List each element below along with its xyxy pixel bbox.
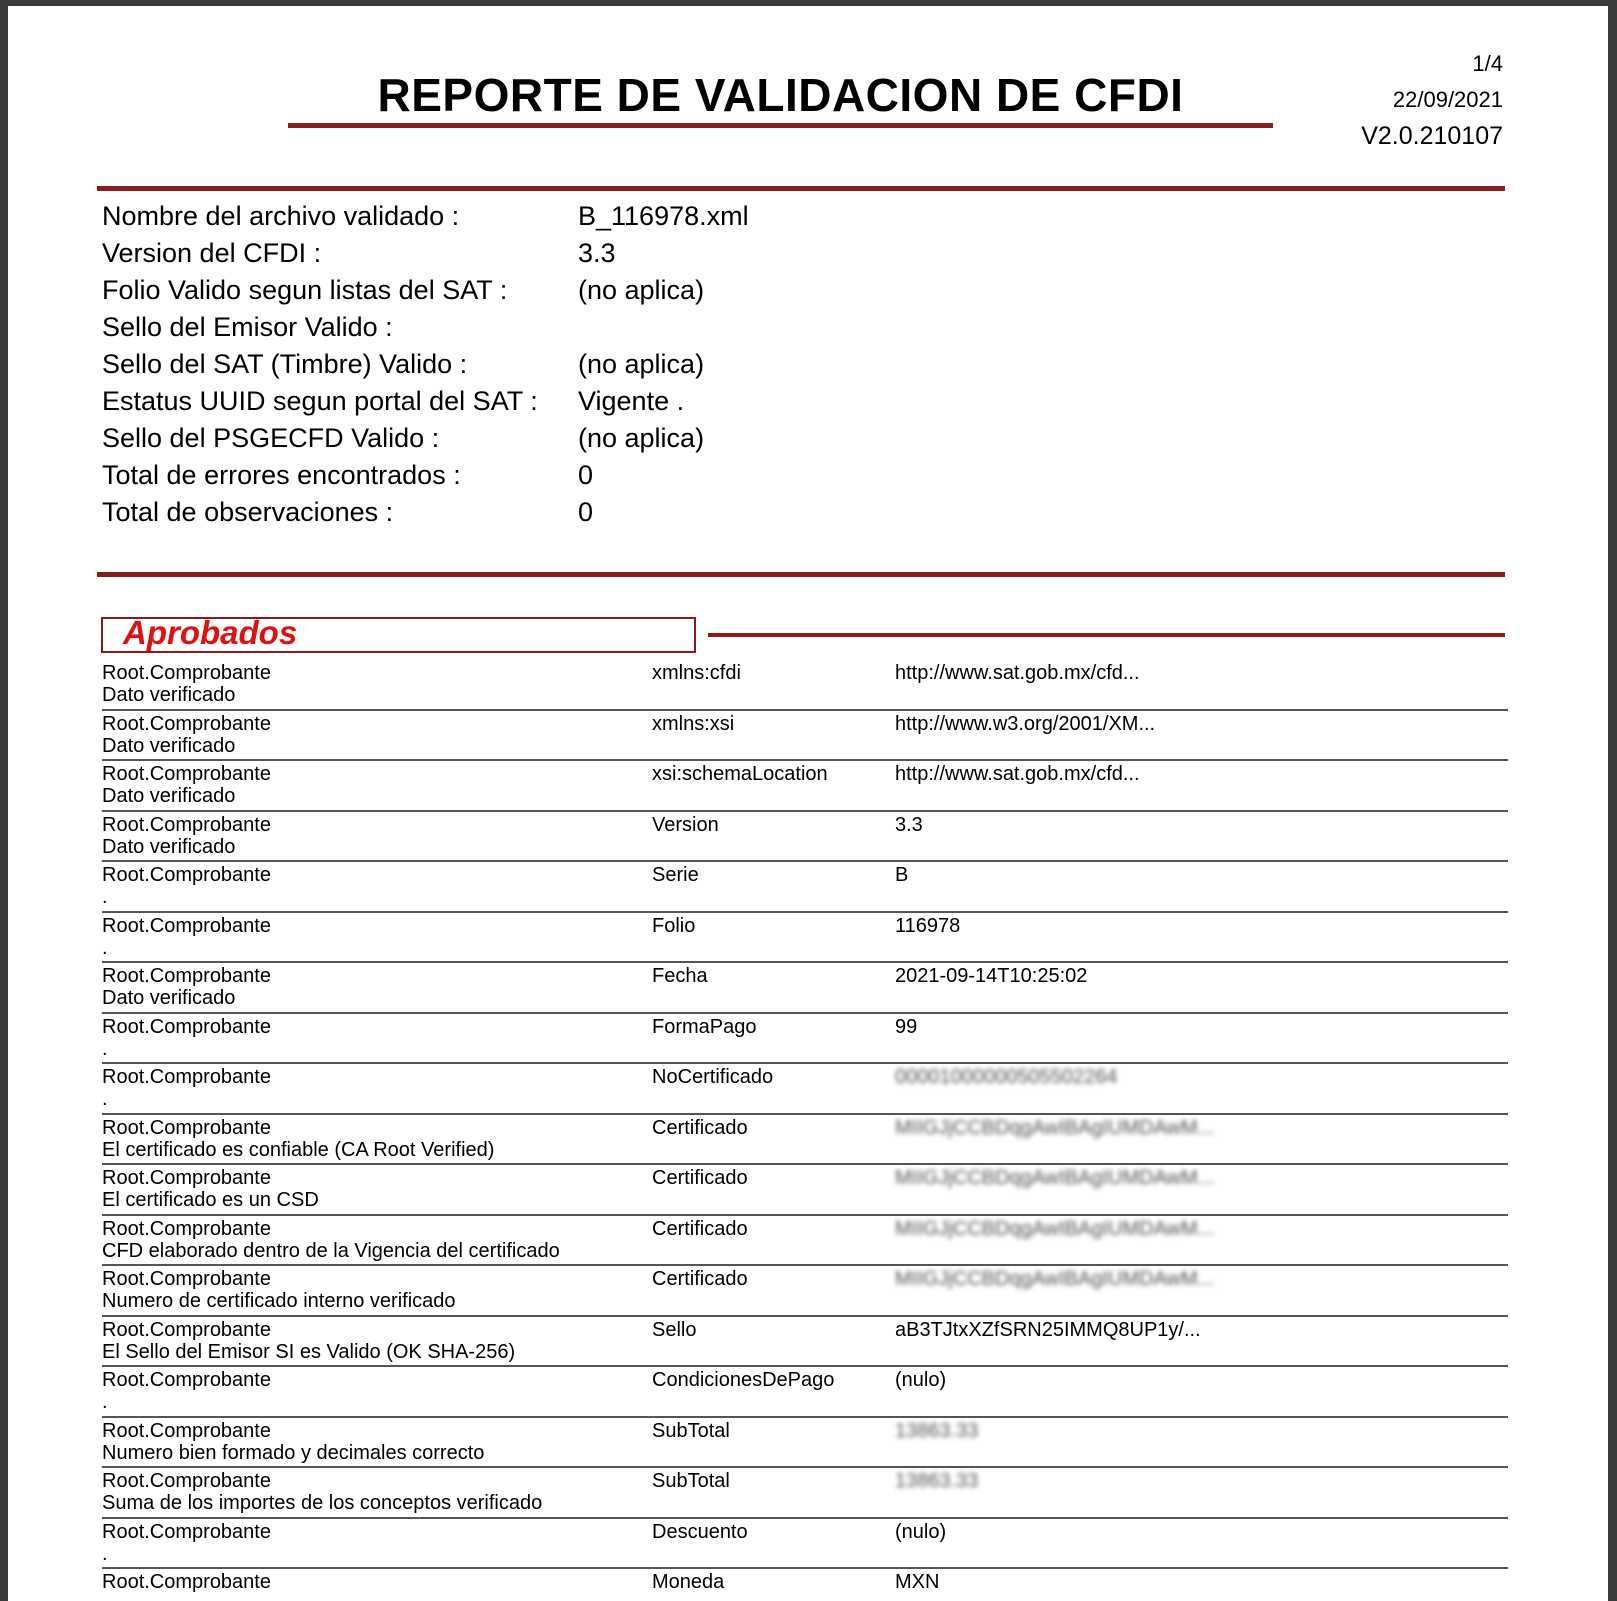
attribute-cell: Serie: [652, 864, 699, 886]
table-row: [102, 862, 1508, 913]
value-cell: MXN: [895, 1571, 940, 1593]
attribute-cell: Certificado: [652, 1116, 748, 1139]
summary-value: 3.3: [578, 238, 616, 268]
table-row: [102, 1317, 1508, 1368]
node-cell: Root.Comprobante: [102, 1470, 271, 1492]
description-cell: Dato verificado: [102, 835, 236, 858]
node-cell: Root.Comprobante: [102, 712, 271, 735]
table-row: [102, 660, 1508, 711]
description-cell: Dato verificado: [102, 734, 236, 757]
summary-block: [102, 198, 749, 531]
table-row: [102, 1064, 1508, 1115]
description-cell: El certificado es un CSD: [102, 1189, 319, 1211]
value-cell: 2021-09-14T10:25:02: [895, 965, 1088, 987]
summary-label: Folio Valido segun listas del SAT :: [102, 275, 508, 305]
description-cell: Dato verificado: [102, 987, 236, 1009]
report-date: 22/09/2021: [1392, 87, 1503, 112]
value-cell: MIIGJjCCBDqgAwIBAgIUMDAwM...: [895, 1217, 1215, 1240]
summary-label: Total de errores encontrados :: [102, 460, 461, 490]
table-row: [102, 1216, 1508, 1267]
summary-row: [102, 457, 749, 494]
table-row: [102, 711, 1508, 762]
summary-row: [102, 235, 749, 272]
summary-row: [102, 272, 749, 309]
report-title: REPORTE DE VALIDACION DE CFDI: [377, 69, 1184, 121]
description-cell: Numero bien formado y decimales correcto: [102, 1441, 485, 1464]
summary-row: [102, 309, 749, 346]
value-cell: 13863.33: [895, 1470, 979, 1492]
attribute-cell: SubTotal: [652, 1419, 730, 1442]
summary-row: [102, 420, 749, 457]
attribute-cell: CondicionesDePago: [652, 1369, 835, 1391]
description-cell: El certificado es confiable (CA Root Verified): [102, 1138, 495, 1161]
table-row: [102, 1266, 1508, 1317]
value-cell: 00001000000505502264: [895, 1066, 1118, 1088]
summary-value: (no aplica): [578, 349, 705, 379]
section-header-box: [101, 614, 696, 653]
attribute-cell: SubTotal: [652, 1470, 730, 1492]
node-cell: Root.Comprobante: [102, 914, 271, 937]
value-cell: MIIGJjCCBDqgAwIBAgIUMDAwM...: [895, 1167, 1215, 1189]
attribute-cell: Certificado: [652, 1167, 748, 1189]
page-number: 1/4: [1472, 51, 1503, 76]
table-row: [102, 1165, 1508, 1216]
value-cell: (nulo): [895, 1369, 947, 1391]
value-cell: 3.3: [895, 813, 923, 836]
validation-table: [102, 660, 1508, 1601]
table-row: [102, 1569, 1508, 1601]
node-cell: Root.Comprobante: [102, 763, 271, 785]
node-cell: Root.Comprobante: [102, 662, 271, 684]
attribute-cell: Descuento: [652, 1520, 748, 1543]
table-row: [102, 1519, 1508, 1570]
attribute-cell: xsi:schemaLocation: [652, 763, 828, 785]
summary-value: (no aplica): [578, 423, 705, 453]
table-row: [102, 812, 1508, 863]
attribute-cell: xmlns:xsi: [652, 712, 735, 735]
description-cell: Numero de certificado interno verificado: [102, 1290, 456, 1312]
description-cell: .: [102, 1037, 108, 1060]
description-cell: .: [102, 936, 108, 959]
summary-label: Estatus UUID segun portal del SAT :: [102, 386, 538, 416]
table-row: [102, 1418, 1508, 1469]
summary-bottom-divider: [97, 572, 1505, 577]
attribute-cell: NoCertificado: [652, 1066, 774, 1088]
table-row: [102, 963, 1508, 1014]
description-cell: .: [102, 886, 108, 908]
node-cell: Root.Comprobante: [102, 1116, 271, 1139]
section-title: Aprobados: [123, 614, 298, 651]
description-cell: Dato verificado: [102, 684, 236, 706]
description-cell: Dato verificado: [102, 785, 236, 807]
summary-label: Sello del PSGECFD Valido :: [102, 423, 440, 453]
value-cell: (nulo): [895, 1520, 947, 1543]
description-cell: CFD elaborado dentro de la Vigencia del certificado: [102, 1239, 560, 1262]
attribute-cell: Fecha: [652, 965, 708, 987]
node-cell: Root.Comprobante: [102, 1217, 271, 1240]
description-cell: Suma de los importes de los conceptos verificado: [102, 1492, 543, 1514]
description-cell: .: [102, 1542, 108, 1565]
node-cell: Root.Comprobante: [102, 1167, 271, 1189]
page-meta: [1361, 46, 1503, 154]
report-page: [8, 6, 1608, 1601]
value-cell: B: [895, 864, 909, 886]
value-cell: http://www.sat.gob.mx/cfd...: [895, 662, 1140, 684]
summary-value: (no aplica): [578, 275, 705, 305]
section-divider: [708, 633, 1505, 637]
report-version: V2.0.210107: [1361, 122, 1503, 150]
title-underline: [288, 123, 1273, 128]
summary-value: Vigente .: [578, 386, 685, 416]
table-row: [102, 1014, 1508, 1065]
summary-value: 0: [578, 497, 594, 527]
attribute-cell: Folio: [652, 914, 696, 937]
node-cell: Root.Comprobante: [102, 864, 271, 886]
node-cell: Root.Comprobante: [102, 813, 271, 836]
node-cell: Root.Comprobante: [102, 1015, 271, 1038]
value-cell: http://www.sat.gob.mx/cfd...: [895, 763, 1140, 785]
description-cell: .: [102, 1088, 108, 1110]
attribute-cell: Certificado: [652, 1217, 748, 1240]
node-cell: Root.Comprobante: [102, 1369, 271, 1391]
summary-value: B_116978.xml: [578, 201, 749, 231]
value-cell: 99: [895, 1015, 918, 1038]
node-cell: Root.Comprobante: [102, 1268, 271, 1290]
node-cell: Root.Comprobante: [102, 1419, 271, 1442]
summary-top-divider: [97, 186, 1505, 191]
value-cell: http://www.w3.org/2001/XM...: [895, 712, 1156, 735]
summary-label: Total de observaciones :: [102, 497, 394, 527]
summary-row: [102, 494, 749, 531]
node-cell: Root.Comprobante: [102, 1520, 271, 1543]
value-cell: 116978: [895, 914, 961, 937]
value-cell: 13863.33: [895, 1419, 979, 1442]
attribute-cell: Moneda: [652, 1571, 725, 1593]
attribute-cell: Sello: [652, 1318, 697, 1341]
table-row: [102, 1367, 1508, 1418]
table-row: [102, 1468, 1508, 1519]
summary-label: Nombre del archivo validado :: [102, 201, 460, 231]
summary-row: [102, 346, 749, 383]
summary-label: Sello del Emisor Valido :: [102, 312, 393, 342]
attribute-cell: FormaPago: [652, 1015, 757, 1038]
value-cell: MIIGJjCCBDqgAwIBAgIUMDAwM...: [895, 1268, 1215, 1290]
summary-label: Version del CFDI :: [102, 238, 322, 268]
summary-row: [102, 198, 749, 235]
value-cell: aB3TJtxXZfSRN25IMMQ8UP1y/...: [895, 1318, 1201, 1341]
node-cell: Root.Comprobante: [102, 965, 271, 987]
table-row: [102, 913, 1508, 964]
table-row: [102, 761, 1508, 812]
attribute-cell: Certificado: [652, 1268, 748, 1290]
attribute-cell: xmlns:cfdi: [652, 662, 741, 684]
table-row: [102, 1115, 1508, 1166]
summary-value: 0: [578, 460, 594, 490]
value-cell: MIIGJjCCBDqgAwIBAgIUMDAwM...: [895, 1116, 1215, 1139]
summary-label: Sello del SAT (Timbre) Valido :: [102, 349, 468, 379]
node-cell: Root.Comprobante: [102, 1066, 271, 1088]
node-cell: Root.Comprobante: [102, 1318, 271, 1341]
description-cell: El Sello del Emisor SI es Valido (OK SHA-256): [102, 1340, 516, 1363]
attribute-cell: Version: [652, 813, 719, 836]
node-cell: Root.Comprobante: [102, 1571, 271, 1593]
summary-row: [102, 383, 749, 420]
description-cell: .: [102, 1391, 108, 1413]
